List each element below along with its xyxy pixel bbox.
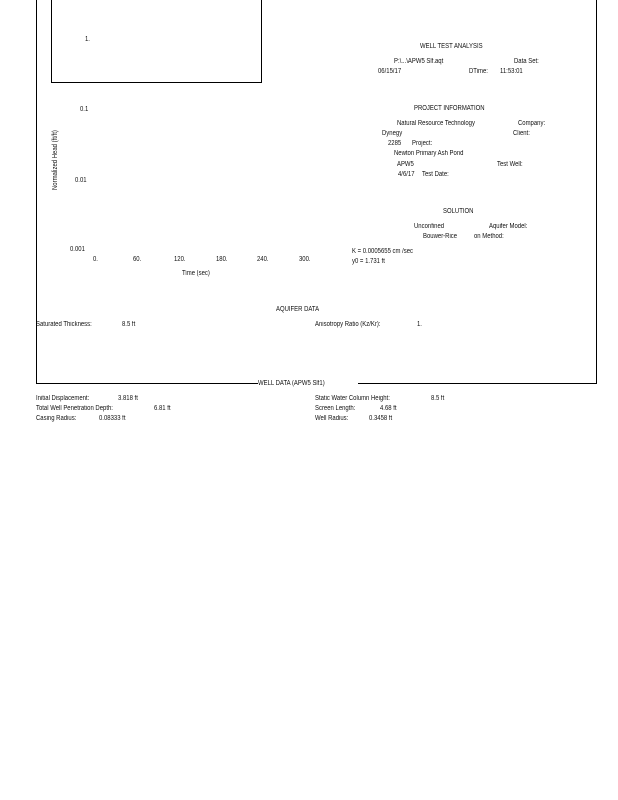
aquifer-model-label: Aquifer Model: [489,223,528,230]
x-tick-label: 0. [93,256,98,263]
casing-radius-value: 0.08333 ft [99,415,126,422]
x-tick-label: 180. [216,256,228,263]
casing-radius-label: Casing Radius: [36,415,77,422]
y-axis-label: Normalized Head (ft/ft) [52,130,59,190]
time-value: 11:53:01 [500,68,523,75]
test-well-label: Test Well: [497,161,523,168]
aquifer-model-value: Unconfined [414,223,445,230]
x-axis-label: Time (sec) [182,270,210,277]
y0-result: y0 = 1.731 ft [352,258,385,265]
x-tick-label: 300. [299,256,311,263]
project-heading: PROJECT INFORMATION [414,105,485,112]
date-value: 06/15/17 [378,68,402,75]
well-data-heading: WELL DATA (APW5 Slf1) [258,380,325,387]
legend-box [51,0,262,83]
anisotropy-value: 1. [417,321,422,328]
project-value: 2285 [388,140,402,147]
y-tick-label: 0.1 [80,106,89,113]
well-radius-value: 0.3458 ft [369,415,393,422]
sat-thickness-label: Saturated Thickness: [36,321,92,328]
y-tick-label: 0.001 [70,246,85,253]
frame-bottom-line-right [358,383,597,384]
x-tick-label: 60. [133,256,142,263]
initial-displacement-value: 3.818 ft [118,395,138,402]
x-tick-label: 120. [174,256,186,263]
well-test-heading: WELL TEST ANALYSIS [420,43,483,50]
anisotropy-label: Anisotropy Ratio (Kz/Kr): [315,321,381,328]
project-label: Project: [412,140,433,147]
static-water-value: 8.5 ft [431,395,445,402]
screen-length-label: Screen Length: [315,405,356,412]
company-value: Natural Resource Technology [397,120,475,127]
frame-right-line [596,0,597,384]
client-label: Client: [513,130,530,137]
sat-thickness-value: 8.5 ft [122,321,136,328]
penetration-depth-value: 6.81 ft [154,405,171,412]
initial-displacement-label: Initial Displacement: [36,395,90,402]
screen-length-value: 4.68 ft [380,405,397,412]
static-water-label: Static Water Column Height: [315,395,390,402]
method-label: on Method: [474,233,504,240]
y-tick-label: 0.01 [75,177,87,184]
method-value: Bouwer-Rice [423,233,458,240]
y-tick-label: 1. [85,36,90,43]
x-tick-label: 240. [257,256,269,263]
test-well-value: APW5 [397,161,414,168]
well-radius-label: Well Radius: [315,415,349,422]
frame-bottom-line-left [36,383,258,384]
company-label: Company: [518,120,546,127]
client-value: Dynegy [382,130,403,137]
aquifer-heading: AQUIFER DATA [276,306,320,313]
time-label: DTime: [469,68,488,75]
data-set-label: Data Set: [514,58,539,65]
test-date-label: Test Date: [422,171,449,178]
solution-heading: SOLUTION [443,208,474,215]
data-set-value: P:\...\APW5 Slf.aqt [394,58,444,65]
test-date-value: 4/6/17 [398,171,415,178]
k-result: K = 0.0005655 cm /sec [352,248,414,255]
penetration-depth-label: Total Well Penetration Depth: [36,405,113,412]
location-value: Newton Primary Ash Pond [394,150,464,157]
